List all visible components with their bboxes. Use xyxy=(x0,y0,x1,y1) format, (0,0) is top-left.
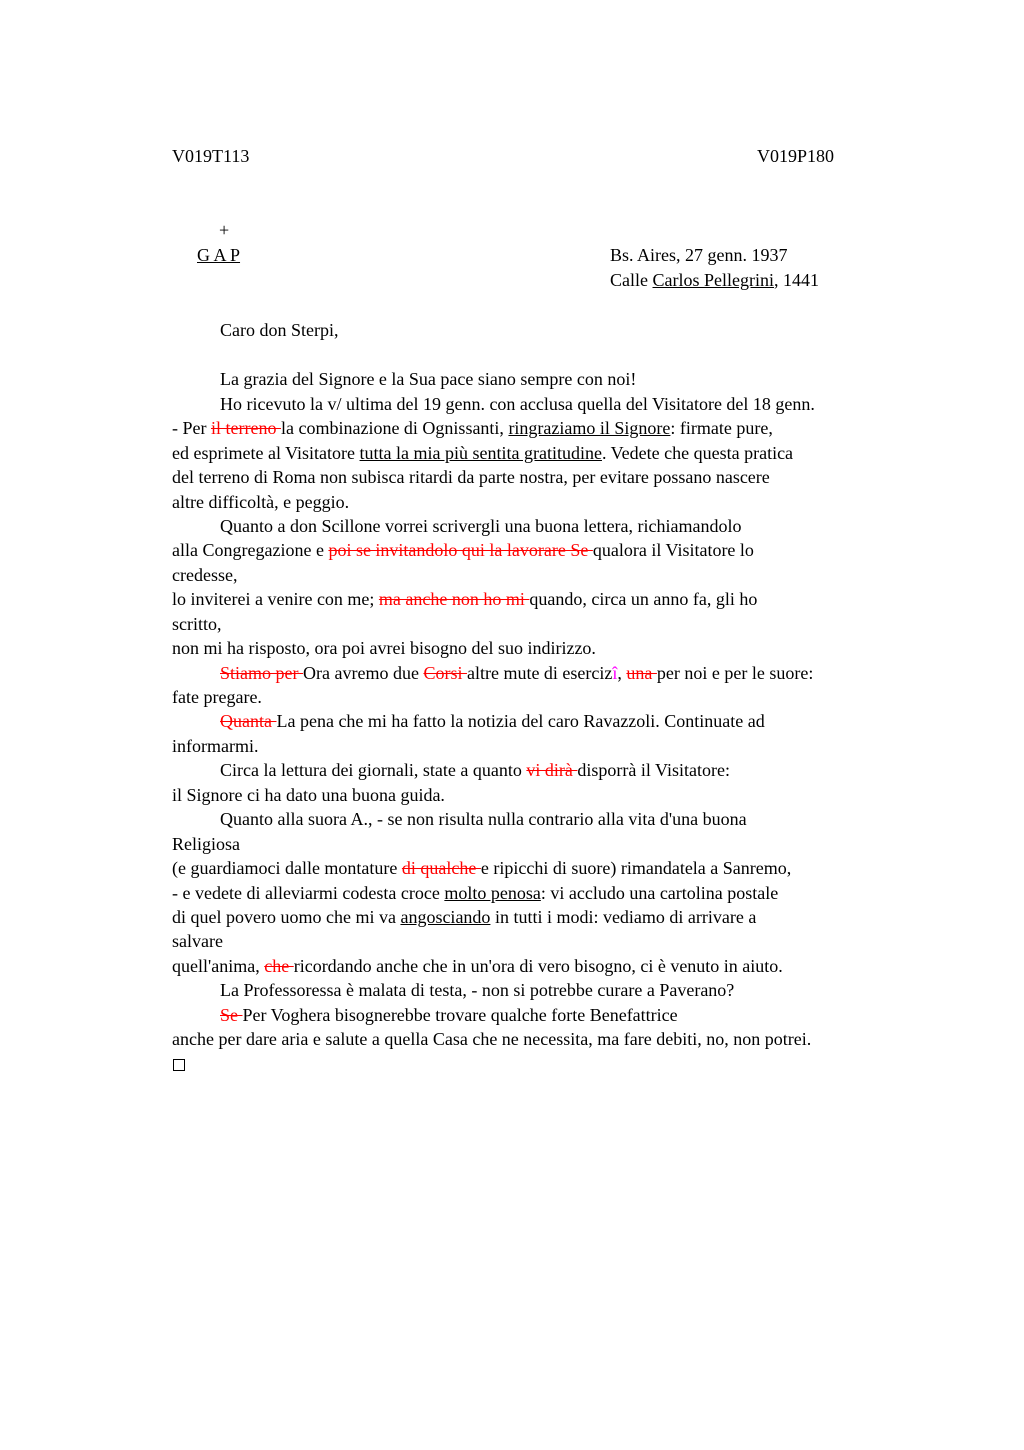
body-line xyxy=(220,661,813,685)
body-line: Religiosa xyxy=(172,834,240,854)
monogram: G A P xyxy=(197,245,241,265)
end-of-text-box xyxy=(173,1055,185,1076)
body-line xyxy=(172,954,783,978)
text-run: quando, circa un anno fa, gli ho xyxy=(529,589,758,609)
deleted-text: Se xyxy=(220,1005,243,1025)
body-line xyxy=(172,416,773,440)
text-run: - Per xyxy=(172,418,211,438)
body-line: non mi ha risposto, ora poi avrei bisogno del suo indirizzo. xyxy=(172,638,596,658)
underlined-text: tutta la mia più sentita gratitudine xyxy=(359,443,602,463)
text-run: e ripicchi di suore) rimandatela a Sanremo, xyxy=(480,858,792,878)
deleted-text: che xyxy=(264,956,294,976)
deleted-text: Stiamo per xyxy=(220,663,303,683)
place-date: Bs. Aires, 27 genn. 1937 xyxy=(610,245,788,265)
body-line xyxy=(172,538,754,562)
body-line: il Signore ci ha dato una buona guida. xyxy=(172,785,445,805)
body-line: Quanto a don Scillone vorrei scrivergli una buona lettera, richiamandolo xyxy=(220,516,742,536)
deleted-text: Corsi xyxy=(423,663,467,683)
deleted-text: Quanta xyxy=(220,711,277,731)
text-run: - e vedete di alleviarmi codesta croce xyxy=(172,883,445,903)
body-line xyxy=(172,881,778,905)
deleted-text: il terreno xyxy=(211,418,281,438)
body-line: Quanto alla suora A., - se non risulta nulla contrario alla vita d'una buona xyxy=(220,809,747,829)
text-run: altre mute di eserciz xyxy=(466,663,613,683)
salutation: Caro don Sterpi, xyxy=(220,320,339,340)
text-run: : vi accludo una cartolina postale xyxy=(540,883,779,903)
text-run: : firmate pure, xyxy=(670,418,773,438)
text-run: di quel povero uomo che mi va xyxy=(172,907,401,927)
deleted-text: di qualche xyxy=(401,858,481,878)
address-street: Carlos Pellegrini xyxy=(652,270,774,290)
text-run: Per Voghera bisognerebbe trovare qualche forte Benefattrice xyxy=(242,1005,678,1025)
text-run: in tutti i modi: vediamo di arrivare a xyxy=(490,907,757,927)
text-run: qualora il Visitatore lo xyxy=(592,540,754,560)
text-run: Ora avremo due xyxy=(303,663,424,683)
deleted-text: vi dirà xyxy=(526,760,578,780)
deleted-text: ma anche non ho mi xyxy=(378,589,530,609)
text-run: disporrà il Visitatore: xyxy=(577,760,730,780)
text-run: Circa la lettura dei giornali, state a quanto xyxy=(220,760,527,780)
address xyxy=(610,270,819,291)
underlined-text: ringraziamo il Signore xyxy=(508,418,671,438)
underlined-text: angosciando xyxy=(400,907,491,927)
body-line xyxy=(172,587,757,611)
address-suffix: , 1441 xyxy=(773,270,819,290)
text-run: la combinazione di Ognissanti, xyxy=(280,418,509,438)
text-run: ricordando anche che in un'ora di vero bisogno, ci è venuto in aiuto. xyxy=(293,956,783,976)
text-run: per noi e per le suore: xyxy=(656,663,814,683)
cross-mark: + xyxy=(219,220,230,240)
text-run: . Vedete che questa pratica xyxy=(601,443,794,463)
text-run: ed esprimete al Visitatore xyxy=(172,443,360,463)
body-line: La grazia del Signore e la Sua pace siano sempre con noi! xyxy=(220,369,637,389)
deleted-text: una xyxy=(626,663,657,683)
body-line xyxy=(172,441,793,465)
body-line xyxy=(220,758,730,782)
body-line: altre difficoltà, e peggio. xyxy=(172,492,350,512)
body-line: anche per dare aria e salute a quella Casa che ne necessita, ma fare debiti, no, non potrei. xyxy=(172,1029,812,1049)
body-line: fate pregare. xyxy=(172,687,262,707)
body-line: del terreno di Roma non subisca ritardi da parte nostra, per evitare possano nascere xyxy=(172,467,770,487)
marked-character: î xyxy=(612,663,618,683)
body-line: credesse, xyxy=(172,565,238,585)
body-line xyxy=(220,1003,678,1027)
text-run: quell'anima, xyxy=(172,956,265,976)
body-line xyxy=(172,856,791,880)
body-line xyxy=(172,905,756,929)
body-line: informarmi. xyxy=(172,736,259,756)
deleted-text: poi se invitandolo qui la lavorare Se xyxy=(328,540,593,560)
body-line: Ho ricevuto la v/ ultima del 19 genn. con acclusa quella del Visitatore del 18 genn. xyxy=(220,394,815,414)
document-code-right: V019P180 xyxy=(757,146,835,166)
text-run: lo inviterei a venire con me; xyxy=(172,589,379,609)
document-code-left: V019T113 xyxy=(172,146,250,166)
body-line: scritto, xyxy=(172,614,222,634)
text-run: La pena che mi ha fatto la notizia del caro Ravazzoli. Continuate ad xyxy=(276,711,765,731)
underlined-text: molto penosa xyxy=(444,883,541,903)
body-line: salvare xyxy=(172,931,223,951)
text-run: alla Congregazione e xyxy=(172,540,329,560)
address-prefix: Calle xyxy=(610,270,653,290)
body-line: La Professoressa è malata di testa, - non si potrebbe curare a Paverano? xyxy=(220,980,735,1000)
text-run: (e guardiamoci dalle montature xyxy=(172,858,402,878)
text-run: , xyxy=(617,663,627,683)
body-line xyxy=(220,709,765,733)
